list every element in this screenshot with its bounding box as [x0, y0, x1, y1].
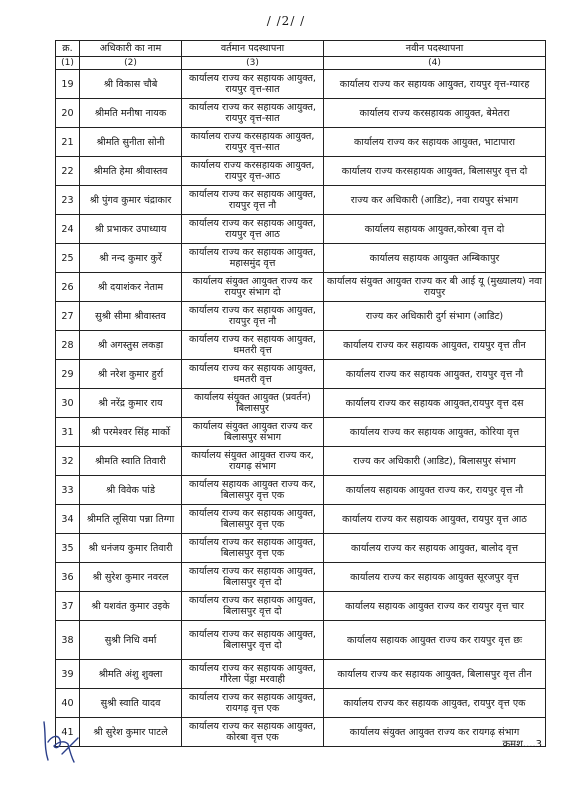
row-officer-name: श्री धनंजय कुमार तिवारी — [80, 534, 182, 563]
row-current-posting: कार्यालय राज्य कर सहायक आयुक्त, रायगढ़ वृत्त एक — [182, 689, 324, 718]
row-officer-name: सुश्री निधि वर्मा — [80, 621, 182, 660]
row-sno: 19 — [56, 70, 80, 99]
column-index: (2) — [80, 57, 182, 70]
table-header — [56, 41, 546, 70]
table-body — [56, 70, 546, 747]
row-officer-name: श्रीमति स्वाति तिवारी — [80, 447, 182, 476]
row-officer-name: श्रीमति मनीषा नायक — [80, 99, 182, 128]
table-row — [56, 273, 546, 302]
row-current-posting: कार्यालय राज्य कर सहायक आयुक्त, कोरबा वृत्त एक — [182, 718, 324, 747]
table-row — [56, 70, 546, 99]
row-sno: 22 — [56, 157, 80, 186]
table-row — [56, 563, 546, 592]
row-new-posting: कार्यालय सहायक आयुक्त,कोरबा वृत्त दो — [324, 215, 546, 244]
row-new-posting: कार्यालय सहायक आयुक्त राज्य कर रायपुर वृत्त चार — [324, 592, 546, 621]
row-sno: 29 — [56, 360, 80, 389]
table-row — [56, 505, 546, 534]
table-row — [56, 244, 546, 273]
row-sno: 26 — [56, 273, 80, 302]
row-new-posting: कार्यालय संयुक्त आयुक्त राज्य कर बी आई यू (मुख्यालय) नवा रायपुर — [324, 273, 546, 302]
row-officer-name: श्री प्रभाकर उपाध्याय — [80, 215, 182, 244]
row-sno: 23 — [56, 186, 80, 215]
row-new-posting: कार्यालय राज्य करसहायक आयुक्त, बेमेतरा — [324, 99, 546, 128]
row-officer-name: श्री विवेक पांडे — [80, 476, 182, 505]
column-index-row — [56, 57, 546, 70]
row-new-posting: कार्यालय राज्य कर सहायक आयुक्त, रायपुर वृत्त-ग्यारह — [324, 70, 546, 99]
table-row — [56, 718, 546, 747]
row-current-posting: कार्यालय राज्य कर सहायक आयुक्त, बिलासपुर वृत्त दो — [182, 563, 324, 592]
row-sno: 40 — [56, 689, 80, 718]
row-new-posting: कार्यालय संयुक्त आयुक्त राज्य कर रायगढ़ संभाग — [324, 718, 546, 747]
row-new-posting: कार्यालय राज्य कर सहायक आयुक्त, रायपुर वृत्त आठ — [324, 505, 546, 534]
row-sno: 34 — [56, 505, 80, 534]
page-number-marker: / /2/ / — [266, 14, 306, 28]
table-row — [56, 128, 546, 157]
row-current-posting: कार्यालय संयुक्त आयुक्त राज्य कर, रायगढ़ संभाग — [182, 447, 324, 476]
row-current-posting: कार्यालय राज्य कर सहायक आयुक्त, रायपुर वृत्त आठ — [182, 215, 324, 244]
table-row — [56, 186, 546, 215]
row-current-posting: कार्यालय राज्य कर सहायक आयुक्त, बिलासपुर वृत्त दो — [182, 592, 324, 621]
row-current-posting: कार्यालय सहायक आयुक्त राज्य कर, बिलासपुर वृत्त एक — [182, 476, 324, 505]
header-officer-name: अधिकारी का नाम — [80, 41, 182, 57]
table-row — [56, 360, 546, 389]
table-row — [56, 476, 546, 505]
column-index: (4) — [324, 57, 546, 70]
row-current-posting: कार्यालय संयुक्त आयुक्त (प्रवर्तन) बिलासपुर — [182, 389, 324, 418]
table-row — [56, 302, 546, 331]
row-sno: 41 — [56, 718, 80, 747]
header-row — [56, 41, 546, 57]
row-new-posting: कार्यालय राज्य करसहायक आयुक्त, बिलासपुर वृत्त दो — [324, 157, 546, 186]
column-index: (3) — [182, 57, 324, 70]
handwritten-signature — [38, 712, 84, 768]
row-new-posting: कार्यालय राज्य कर सहायक आयुक्त, बालोद वृत्त — [324, 534, 546, 563]
row-new-posting: कार्यालय राज्य कर सहायक आयुक्त सूरजपुर वृत्त — [324, 563, 546, 592]
header-sno: क्र. — [56, 41, 80, 57]
row-sno: 39 — [56, 660, 80, 689]
header-current-posting: वर्तमान पदस्थापना — [182, 41, 324, 57]
row-officer-name: श्री अगस्तुस लकड़ा — [80, 331, 182, 360]
table-row — [56, 592, 546, 621]
table-row — [56, 331, 546, 360]
row-new-posting: कार्यालय सहायक आयुक्त राज्य कर, रायपुर वृत्त नौ — [324, 476, 546, 505]
row-officer-name: श्रीमति लूसिया पन्ना तिग्गा — [80, 505, 182, 534]
row-current-posting: कार्यालय राज्य कर सहायक आयुक्त, गौरेला पेंड्रा मरवाही — [182, 660, 324, 689]
table-row — [56, 689, 546, 718]
row-sno: 38 — [56, 621, 80, 660]
row-current-posting: कार्यालय राज्य कर सहायक आयुक्त, रायपुर वृत्त नौ — [182, 186, 324, 215]
row-new-posting: कार्यालय राज्य कर सहायक आयुक्त, बिलासपुर वृत्त तीन — [324, 660, 546, 689]
row-current-posting: कार्यालय संयुक्त आयुक्त राज्य कर रायपुर संभाग दो — [182, 273, 324, 302]
row-new-posting: कार्यालय राज्य कर सहायक आयुक्त, रायपुर वृत्त एक — [324, 689, 546, 718]
row-current-posting: कार्यालय राज्य कर सहायक आयुक्त, रायपुर वृत्त नौ — [182, 302, 324, 331]
row-new-posting: राज्य कर अधिकारी (आडिट), बिलासपुर संभाग — [324, 447, 546, 476]
row-current-posting: कार्यालय राज्य करसहायक आयुक्त, रायपुर वृत्त-सात — [182, 128, 324, 157]
row-new-posting: कार्यालय राज्य कर सहायक आयुक्त, रायपुर वृत्त नौ — [324, 360, 546, 389]
row-sno: 32 — [56, 447, 80, 476]
row-current-posting: कार्यालय राज्य कर सहायक आयुक्त, बिलासपुर वृत्त एक — [182, 505, 324, 534]
row-officer-name: श्री पुंगव कुमार चंद्राकार — [80, 186, 182, 215]
row-officer-name: श्री विकास चौबे — [80, 70, 182, 99]
table-row — [56, 621, 546, 660]
row-sno: 24 — [56, 215, 80, 244]
row-current-posting: कार्यालय राज्य कर सहायक आयुक्त, धमतरी वृत्त — [182, 331, 324, 360]
row-current-posting: कार्यालय राज्य कर सहायक आयुक्त, बिलासपुर वृत्त दो — [182, 621, 324, 660]
row-current-posting: कार्यालय राज्य करसहायक आयुक्त, रायपुर वृत्त-आठ — [182, 157, 324, 186]
row-officer-name: श्री दयाशंकर नेताम — [80, 273, 182, 302]
row-officer-name: श्री नन्द कुमार कुर्रे — [80, 244, 182, 273]
table-row — [56, 215, 546, 244]
column-index: (1) — [56, 57, 80, 70]
row-new-posting: राज्य कर अधिकारी (आडिट), नवा रायपुर संभाग — [324, 186, 546, 215]
row-current-posting: कार्यालय राज्य कर सहायक आयुक्त, धमतरी वृत्त — [182, 360, 324, 389]
table-row — [56, 99, 546, 128]
table-row — [56, 418, 546, 447]
row-sno: 35 — [56, 534, 80, 563]
header-new-posting: नवीन पदस्थापना — [324, 41, 546, 57]
table-row — [56, 660, 546, 689]
row-new-posting: कार्यालय सहायक आयुक्त राज्य कर रायपुर वृत्त छः — [324, 621, 546, 660]
row-current-posting: कार्यालय संयुक्त आयुक्त राज्य कर बिलासपुर संभाग — [182, 418, 324, 447]
row-new-posting: कार्यालय राज्य कर सहायक आयुक्त,रायपुर वृत्त दस — [324, 389, 546, 418]
row-officer-name: श्री सुरेश कुमार पाटले — [80, 718, 182, 747]
row-sno: 33 — [56, 476, 80, 505]
row-new-posting: कार्यालय राज्य कर सहायक आयुक्त, कोरिया वृत्त — [324, 418, 546, 447]
table-row — [56, 534, 546, 563]
row-current-posting: कार्यालय राज्य कर सहायक आयुक्त, रायपुर वृत्त-सात — [182, 99, 324, 128]
row-officer-name: श्री नरेश कुमार हुर्रा — [80, 360, 182, 389]
row-officer-name: श्री परमेश्वर सिंह मार्को — [80, 418, 182, 447]
row-officer-name: श्री सुरेश कुमार नवरल — [80, 563, 182, 592]
row-new-posting: राज्य कर अधिकारी दुर्ग संभाग (आडिट) — [324, 302, 546, 331]
row-sno: 21 — [56, 128, 80, 157]
row-new-posting: कार्यालय राज्य कर सहायक आयुक्त, रायपुर वृत्त तीन — [324, 331, 546, 360]
row-officer-name: सुश्री स्वाति यादव — [80, 689, 182, 718]
row-officer-name: श्रीमति हेमा श्रीवास्तव — [80, 157, 182, 186]
row-new-posting: कार्यालय राज्य कर सहायक आयुक्त, भाटापारा — [324, 128, 546, 157]
row-current-posting: कार्यालय राज्य कर सहायक आयुक्त, बिलासपुर वृत्त एक — [182, 534, 324, 563]
table-row — [56, 389, 546, 418]
row-officer-name: श्री यशवंत कुमार उइके — [80, 592, 182, 621]
row-sno: 37 — [56, 592, 80, 621]
row-sno: 25 — [56, 244, 80, 273]
row-sno: 31 — [56, 418, 80, 447]
continued-note: क्रमश....3 — [502, 739, 542, 750]
row-officer-name: सुश्री सीमा श्रीवास्तव — [80, 302, 182, 331]
row-officer-name: श्रीमति सुनीता सोनी — [80, 128, 182, 157]
row-sno: 20 — [56, 99, 80, 128]
row-sno: 30 — [56, 389, 80, 418]
row-sno: 27 — [56, 302, 80, 331]
row-officer-name: श्री नरेंद्र कुमार राय — [80, 389, 182, 418]
table-row — [56, 157, 546, 186]
row-current-posting: कार्यालय राज्य कर सहायक आयुक्त, रायपुर वृत्त-सात — [182, 70, 324, 99]
table-row — [56, 447, 546, 476]
row-new-posting: कार्यालय सहायक आयुक्त अम्बिकापुर — [324, 244, 546, 273]
row-sno: 28 — [56, 331, 80, 360]
row-officer-name: श्रीमति अंशु शुक्ला — [80, 660, 182, 689]
row-sno: 36 — [56, 563, 80, 592]
row-current-posting: कार्यालय राज्य कर सहायक आयुक्त, महासमुंद वृत्त — [182, 244, 324, 273]
transfer-order-table — [55, 40, 546, 747]
